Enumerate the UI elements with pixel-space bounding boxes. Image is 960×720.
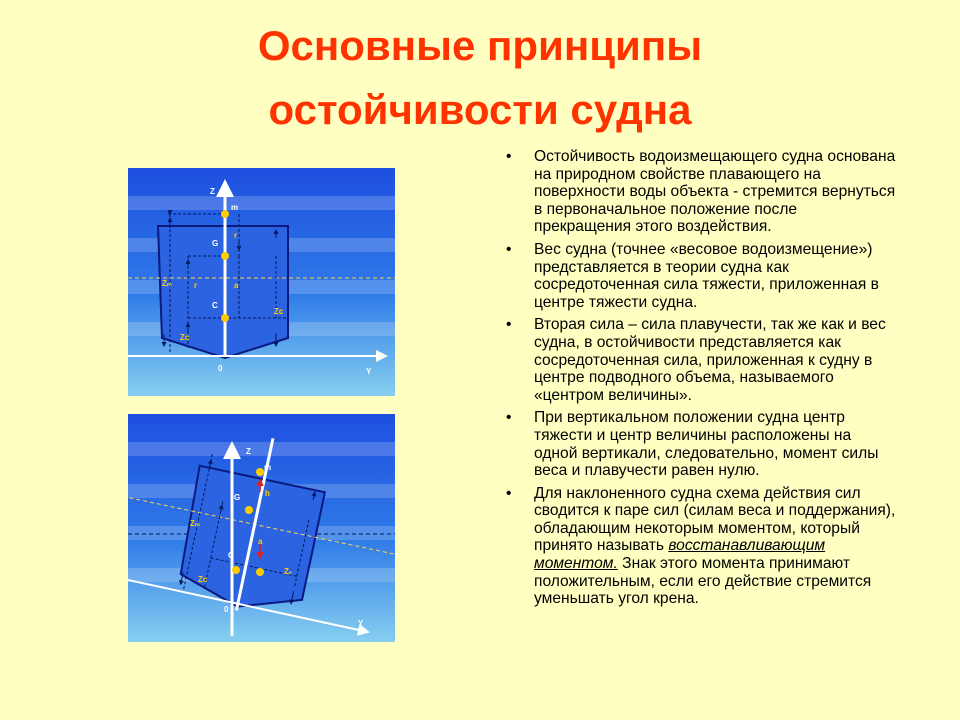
bullet-text: Остойчивость водоизмещающего судна основана на природном свойстве плавающего на поверхности воды объекта - стремится вернуться в первоначальное положение после прекращения этого воздействия. xyxy=(534,148,896,236)
bullet-item xyxy=(496,148,896,236)
zm-label: Zₘ xyxy=(162,279,172,288)
a-label: a xyxy=(234,281,239,290)
m-label: m xyxy=(231,203,239,212)
origin-label: 0 xyxy=(224,605,229,614)
c-label: C xyxy=(212,301,218,310)
restoring-moment-term: восстанавливающим моментом. xyxy=(534,537,826,573)
bullet-item xyxy=(496,316,896,404)
bullet-text-part1: Для наклоненного судна схема действия сил сводится к паре сил (силам веса и поддержания), обладающим некоторым моментом, который принято называть xyxy=(534,484,896,555)
bullet-item xyxy=(496,241,896,311)
metacenter-point xyxy=(221,210,229,218)
g-label: G xyxy=(212,239,219,248)
gravity-center-point xyxy=(245,506,253,514)
zg-label: Zc xyxy=(180,333,190,342)
zg-label: Zc xyxy=(198,575,208,584)
y-axis-label: Y xyxy=(366,367,372,376)
bullet-list xyxy=(496,148,896,613)
c-label: C xyxy=(228,551,234,560)
zm-label: Zₘ xyxy=(190,519,200,528)
y-axis-label: Y xyxy=(358,619,364,628)
bullet-item xyxy=(496,485,896,608)
metacenter-point xyxy=(256,468,264,476)
r2-label: r xyxy=(194,281,198,290)
ship-hull xyxy=(158,226,288,358)
z-axis-label: Z xyxy=(246,447,251,456)
bullet-marker: • xyxy=(506,316,512,334)
r-label: r xyxy=(234,231,238,240)
buoyancy-center-point xyxy=(221,314,229,322)
zc-label: Zₑ xyxy=(284,567,292,576)
title-line-2: остойчивости судна xyxy=(268,86,692,133)
h-label: h xyxy=(265,489,270,498)
bullet-marker: • xyxy=(506,240,512,258)
zc-label: Zc xyxy=(274,307,284,316)
gravity-center-point xyxy=(221,252,229,260)
origin-label: 0 xyxy=(218,364,223,373)
bullet-text: При вертикальном положении судна центр тяжести и центр величины расположены на одной вертикали, следовательно, момент силы веса и плавучести равен нулю. xyxy=(534,409,879,480)
g-label: G xyxy=(234,493,241,502)
bullet-item xyxy=(496,409,896,479)
bullet-text-part2: Знак этого момента принимают положительным, если его действие стремится уменьшать угол крена. xyxy=(534,555,872,608)
bullet-marker: • xyxy=(506,148,512,165)
m-label: m xyxy=(264,463,272,472)
heeled-ship-diagram xyxy=(128,414,395,642)
bullet-marker: • xyxy=(506,484,512,502)
z-axis-label: Z xyxy=(210,187,215,196)
bullet-text: Вторая сила – сила плавучести, так же как и вес судна, в остойчивости представляется как сосредоточенная сила, приложенная к судну в центре подводного объема, называемого «центром величины». xyxy=(534,316,886,404)
shifted-buoyancy-point xyxy=(256,568,264,576)
a-label: a xyxy=(258,537,263,546)
title-line-1: Основные принципы xyxy=(257,22,703,69)
upright-ship-diagram xyxy=(128,168,395,396)
buoyancy-center-point xyxy=(232,566,240,574)
bullet-text: Вес судна (точнее «весовое водоизмещение») представляется в теории судна как сосредоточенная сила тяжести, приложенная в центре тяжести судна. xyxy=(534,240,879,311)
slide-title xyxy=(130,14,830,142)
bullet-marker: • xyxy=(506,409,512,427)
